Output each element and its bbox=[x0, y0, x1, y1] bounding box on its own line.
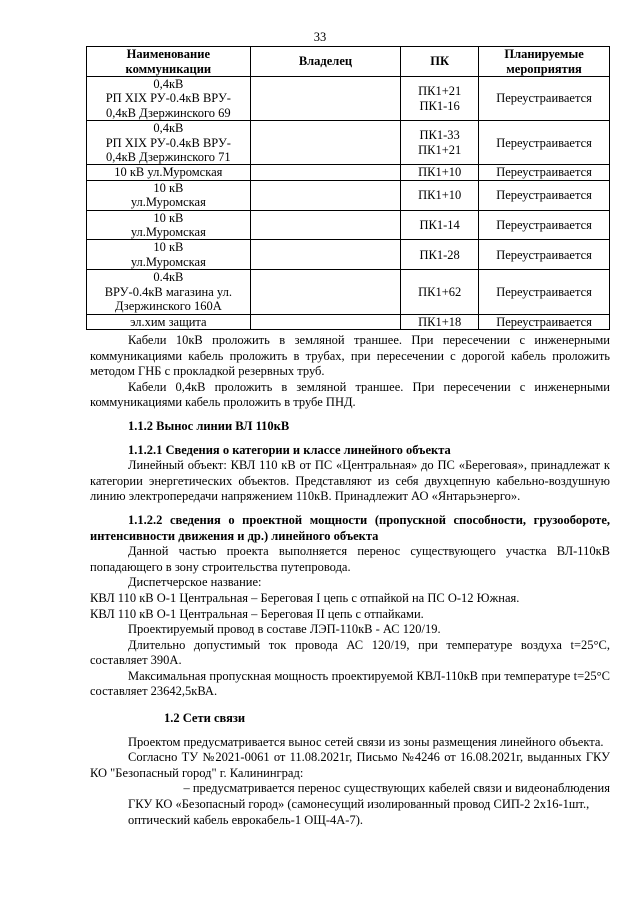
cell-line: ул.Муромская bbox=[130, 254, 206, 269]
cell-line: ПК1+62 bbox=[418, 284, 462, 299]
cell-owner bbox=[250, 314, 401, 329]
cell-line: ПК1+21 bbox=[418, 84, 462, 99]
cell-name bbox=[87, 314, 251, 329]
cell-line: ПК1-28 bbox=[419, 247, 460, 262]
cell-line: ПК1+18 bbox=[418, 314, 462, 329]
cell-action: Переустраивается bbox=[479, 210, 610, 240]
list-item: – предусматривается перенос существующих кабелей связи и видеонаблюдения bbox=[183, 781, 610, 796]
paragraph: КВЛ 110 кВ О-1 Центральная – Береговая I цепь с отпайкой на ПС О-12 Южная. bbox=[90, 590, 520, 605]
cell-owner bbox=[250, 210, 401, 240]
cell-line: 10 кВ ул.Муромская bbox=[114, 165, 223, 180]
document-body bbox=[90, 333, 610, 828]
list-item-continuation: оптический кабель еврокабель-1 ОЩ-4А-7). bbox=[128, 812, 363, 827]
cell-pk bbox=[401, 121, 479, 165]
cell-line: ПК1+10 bbox=[418, 165, 462, 180]
cell-name bbox=[87, 240, 251, 270]
cell-line: РП XIX РУ-0.4кВ ВРУ- bbox=[105, 135, 231, 150]
cell-line: Дзержинского 160А bbox=[114, 299, 222, 314]
cell-line: ПК1+21 bbox=[418, 142, 462, 157]
cell-line: 10 кВ bbox=[153, 240, 184, 255]
section-heading: 1.1.2.1 Сведения о категории и классе линейного объекта bbox=[128, 442, 451, 457]
cell-line: 0.4кВ bbox=[153, 270, 184, 285]
cell-owner bbox=[250, 270, 401, 314]
paragraph: Согласно ТУ №2021-0061 от 11.08.2021г, Письмо №4246 от 16.08.2021г, выданных ГКУ КО "Безопасный город" г. Калининград: bbox=[90, 750, 610, 780]
section-heading: 1.1.2 Вынос линии ВЛ 110кВ bbox=[128, 418, 290, 433]
cell-line: ул.Муромская bbox=[130, 225, 206, 240]
cell-line: ПК1-33 bbox=[419, 128, 460, 143]
paragraph: Линейный объект: КВЛ 110 кВ от ПС «Центральная» до ПС «Береговая», принадлежат к категории энергетических объектов. Представляют из себя двухцепную кабельно-воздушную линию электропередачи напряжением 110кВ. Принадлежит АО «Янтарьэнерго». bbox=[90, 458, 610, 504]
cell-action: Переустраивается bbox=[479, 121, 610, 165]
cell-name bbox=[87, 210, 251, 240]
cell-pk bbox=[401, 210, 479, 240]
table-row bbox=[87, 121, 610, 165]
cell-action: Переустраивается bbox=[479, 270, 610, 314]
header-owner: Владелец bbox=[250, 47, 401, 77]
header-pk: ПК bbox=[401, 47, 479, 77]
cell-owner bbox=[250, 121, 401, 165]
cell-action: Переустраивается bbox=[479, 240, 610, 270]
table-row bbox=[87, 165, 610, 180]
cell-line: ул.Муромская bbox=[130, 195, 206, 210]
cell-owner bbox=[250, 240, 401, 270]
cell-action: Переустраивается bbox=[479, 314, 610, 329]
cell-line: ПК1-16 bbox=[419, 98, 460, 113]
table-row bbox=[87, 210, 610, 240]
cell-name bbox=[87, 165, 251, 180]
cell-action: Переустраивается bbox=[479, 165, 610, 180]
cell-pk bbox=[401, 314, 479, 329]
cell-line: РП XIX РУ-0.4кВ ВРУ- bbox=[105, 91, 231, 106]
communications-table bbox=[86, 46, 610, 330]
paragraph: Диспетчерское название: bbox=[128, 575, 262, 590]
table-row bbox=[87, 240, 610, 270]
cell-pk bbox=[401, 165, 479, 180]
cell-line: эл.хим защита bbox=[130, 314, 207, 329]
cell-action: Переустраивается bbox=[479, 180, 610, 210]
paragraph: Данной частью проекта выполняется перенос существующего участка ВЛ-110кВ попадающего в зону строительства путепровода. bbox=[90, 544, 610, 574]
cell-line: ВРУ-0.4кВ магазина ул. bbox=[104, 284, 232, 299]
page-number: 33 bbox=[313, 30, 327, 44]
cell-line: 0,4кВ Дзержинского 69 bbox=[105, 105, 231, 120]
cell-line: 10 кВ bbox=[153, 210, 184, 225]
cell-pk bbox=[401, 270, 479, 314]
list-item-continuation: ГКУ КО «Безопасный город» (самонесущий изолированный провод СИП-2 2х16-1шт., bbox=[128, 797, 590, 812]
cell-line: 0,4кВ bbox=[153, 77, 184, 91]
table-row bbox=[87, 180, 610, 210]
paragraph: Максимальная пропускная мощность проектируемой КВЛ-110кВ при температуре t=25°С составляет 23642,5кВА. bbox=[90, 668, 610, 699]
paragraph: Длительно допустимый ток провода АС 120/19, при температуре воздуха t=25°С, составляет 390А. bbox=[90, 637, 610, 668]
cell-owner bbox=[250, 165, 401, 180]
table-row bbox=[87, 314, 610, 329]
table-header-row bbox=[87, 47, 610, 77]
section-heading: 1.1.2.2 сведения о проектной мощности (пропускной способности, грузообороте, интенсивности движения и др.) линейного объекта bbox=[90, 512, 610, 543]
cell-owner bbox=[250, 180, 401, 210]
table-row bbox=[87, 270, 610, 314]
cell-pk bbox=[401, 180, 479, 210]
header-action: Планируемые мероприятия bbox=[479, 47, 610, 77]
paragraph: Кабели 10кВ проложить в земляной траншее. При пересечении с инженерными коммуникациями кабель проложить в трубах, при пересечении с дорогой кабель проложить методом ГНБ с прокладкой резервных труб. bbox=[90, 333, 610, 379]
paragraph: Кабели 0,4кВ проложить в земляной траншее. При пересечении с инженерными коммуникациями кабель проложить в трубе ПНД. bbox=[90, 379, 610, 410]
cell-line: ПК1+10 bbox=[418, 188, 462, 203]
cell-pk bbox=[401, 240, 479, 270]
cell-action: Переустраивается bbox=[479, 77, 610, 121]
section-heading: 1.2 Сети связи bbox=[164, 711, 246, 726]
cell-name bbox=[87, 121, 251, 165]
header-name: Наименование коммуникации bbox=[87, 47, 251, 77]
table-row bbox=[87, 77, 610, 121]
cell-line: 10 кВ bbox=[153, 180, 184, 195]
cell-owner bbox=[250, 77, 401, 121]
cell-name bbox=[87, 180, 251, 210]
cell-line: 0,4кВ bbox=[153, 121, 184, 136]
paragraph: Проектируемый провод в составе ЛЭП-110кВ - АС 120/19. bbox=[128, 622, 441, 637]
cell-line: ПК1-14 bbox=[419, 217, 460, 232]
paragraph: Проектом предусматривается вынос сетей связи из зоны размещения линейного объекта. bbox=[128, 734, 604, 749]
paragraph: КВЛ 110 кВ О-1 Центральная – Береговая II цепь с отпайками. bbox=[90, 606, 424, 621]
cell-pk bbox=[401, 77, 479, 121]
cell-line: 0,4кВ Дзержинского 71 bbox=[105, 150, 231, 165]
cell-name bbox=[87, 77, 251, 121]
cell-name bbox=[87, 270, 251, 314]
